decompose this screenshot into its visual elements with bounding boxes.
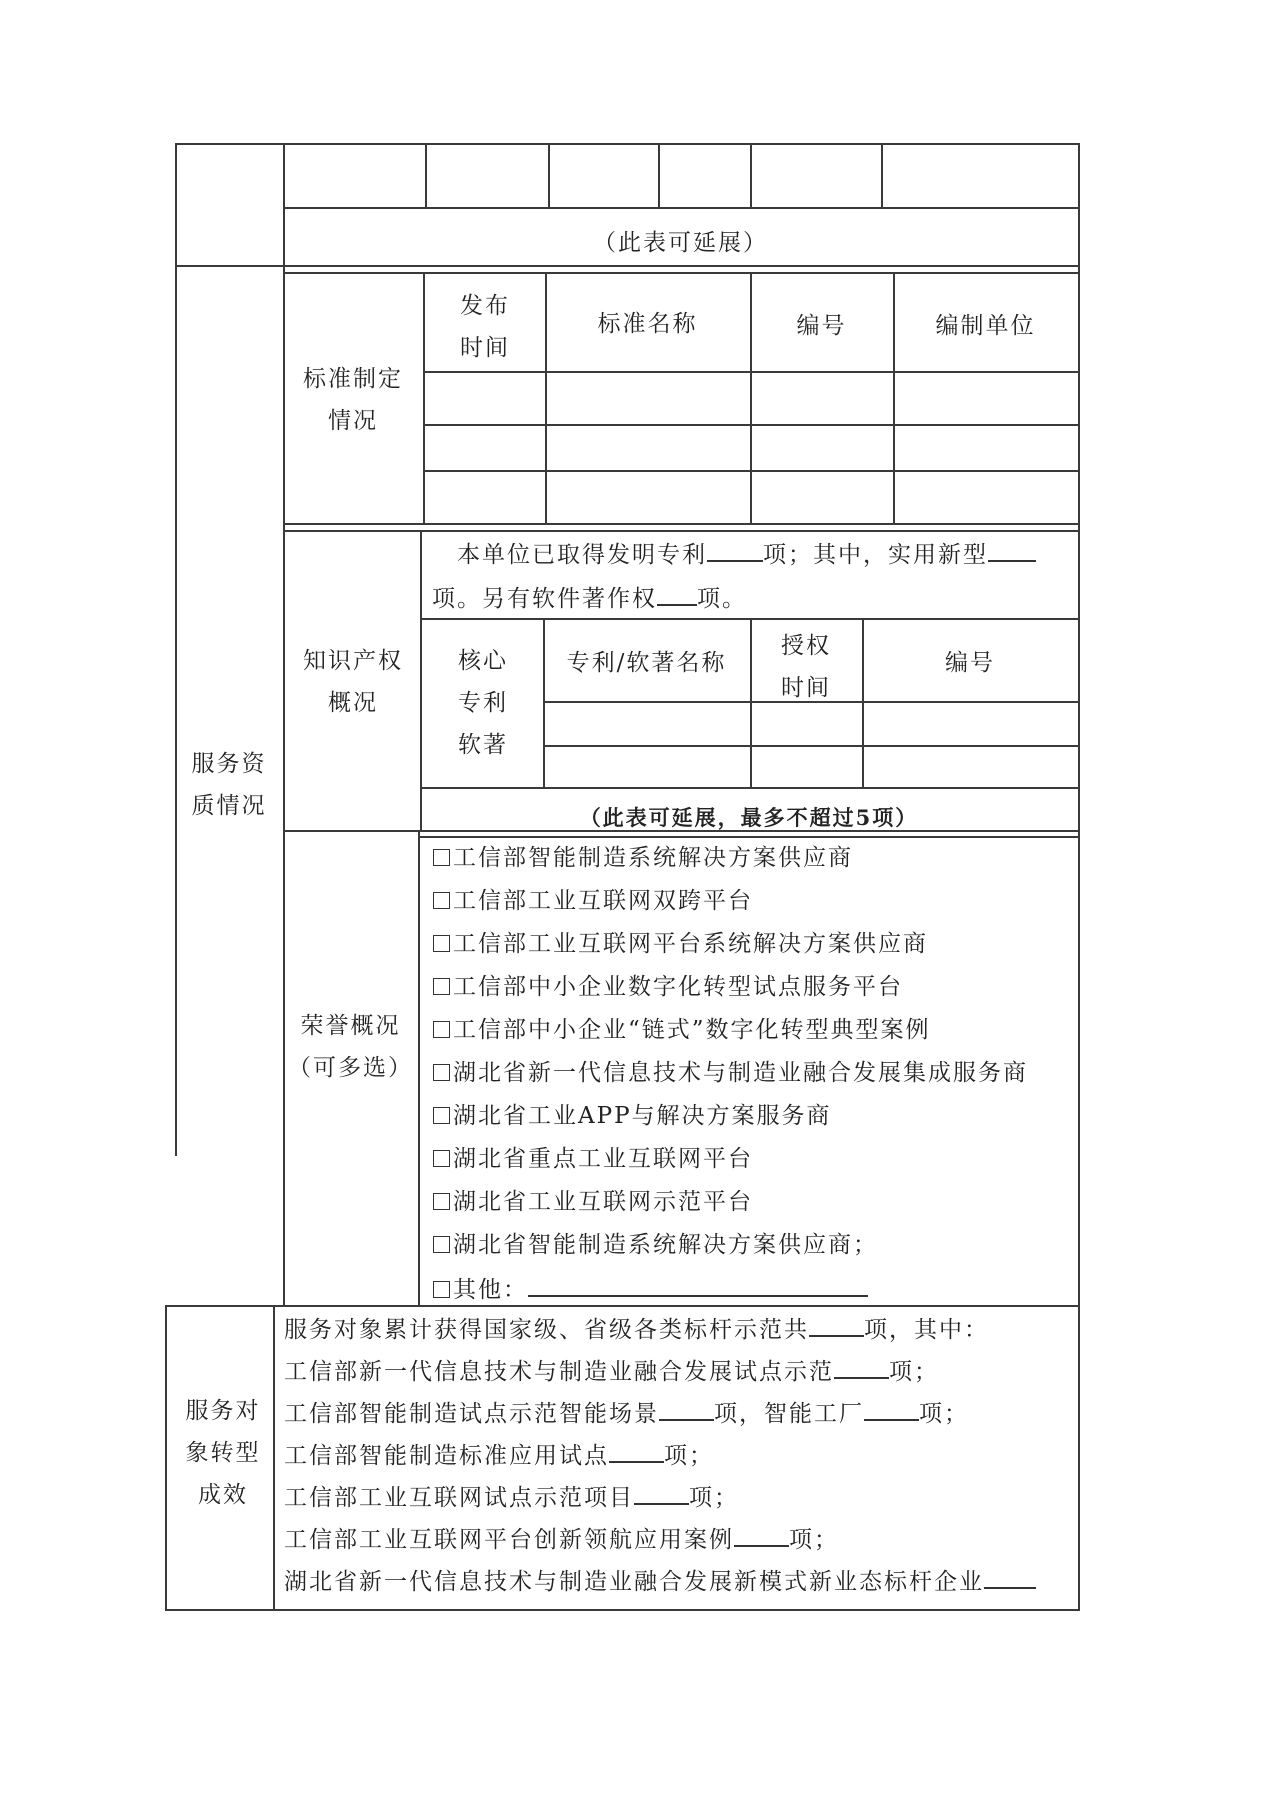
honor-item-label: 工信部中小企业数字化转型试点服务平台 <box>453 974 903 1000</box>
honor-item[interactable] <box>433 1144 753 1174</box>
fill-blank[interactable] <box>707 538 763 562</box>
honor-item-other[interactable] <box>433 1273 868 1305</box>
honor-item-label: 其他： <box>453 1277 528 1303</box>
fill-blank[interactable] <box>809 1313 864 1337</box>
col-divider <box>862 618 864 788</box>
col-divider <box>750 272 752 525</box>
honor-item[interactable] <box>433 972 903 1002</box>
row-divider <box>283 530 1080 532</box>
fill-blank[interactable] <box>864 1397 919 1421</box>
col-divider <box>423 272 425 525</box>
ip-header-name: 专利/软著名称 <box>566 650 727 676</box>
checkbox[interactable] <box>433 978 450 995</box>
table-bottom-border <box>165 1609 1080 1611</box>
honor-item[interactable] <box>433 1187 753 1217</box>
checkbox[interactable] <box>433 849 450 866</box>
honors-label <box>285 1005 416 1089</box>
row-divider <box>420 836 1080 838</box>
honor-item[interactable] <box>433 1058 1028 1088</box>
fill-blank[interactable] <box>659 1397 714 1421</box>
line-text: 项； <box>664 1443 714 1469</box>
line-text: 服务对象累计获得国家级、省级各类标杆示范共 <box>284 1317 809 1343</box>
honor-item-label: 工信部智能制造系统解决方案供应商 <box>453 845 853 871</box>
line-text: 工信部工业互联网试点示范项目 <box>284 1485 634 1511</box>
line-text: 工信部新一代信息技术与制造业融合发展试点示范 <box>284 1359 834 1385</box>
honor-item[interactable] <box>433 886 753 916</box>
checkbox[interactable] <box>433 1064 450 1081</box>
checkbox[interactable] <box>433 1236 450 1253</box>
col-divider <box>750 618 752 788</box>
line-text: 项，其中： <box>864 1317 989 1343</box>
section-divider <box>175 265 1080 267</box>
row-divider <box>423 424 1080 426</box>
line-text: 项； <box>789 1527 839 1553</box>
cell-divider <box>548 143 550 207</box>
fill-blank[interactable] <box>609 1439 664 1463</box>
ip-header-time: 授权时间 <box>781 633 831 701</box>
col-divider <box>273 1305 275 1610</box>
line-text: 湖北省新一代信息技术与制造业融合发展新模式新业态标杆企业 <box>284 1569 984 1595</box>
service-qualification-label-text: 服务资质情况 <box>191 751 267 819</box>
row-divider <box>283 523 1080 525</box>
ip-intro-part: 本单位已取得发明专利 <box>457 542 707 568</box>
checkbox[interactable] <box>433 935 450 952</box>
checkbox[interactable] <box>433 1021 450 1038</box>
checkbox[interactable] <box>433 892 450 909</box>
checkbox[interactable] <box>433 1150 450 1167</box>
ip-intro-line-2 <box>432 582 747 614</box>
transformation-line <box>284 1523 839 1555</box>
honor-item[interactable] <box>433 929 928 959</box>
transformation-line <box>284 1355 939 1387</box>
transformation-label-text: 服务对象转型成效 <box>185 1398 261 1508</box>
table-left-border <box>175 143 177 1156</box>
checkbox[interactable] <box>433 1193 450 1210</box>
honor-item[interactable] <box>433 1230 878 1260</box>
fill-blank[interactable] <box>834 1355 889 1379</box>
honor-item[interactable] <box>433 843 853 873</box>
col-divider <box>283 143 285 1306</box>
line-text: 工信部智能制造试点示范智能场景 <box>284 1401 659 1427</box>
honor-item-label: 湖北省工业互联网示范平台 <box>453 1189 753 1215</box>
standards-label: 标准制定情况 <box>303 366 403 434</box>
row-divider <box>283 272 1080 274</box>
honor-item-label: 工信部工业互联网双跨平台 <box>453 888 753 914</box>
col-divider <box>893 272 895 525</box>
ip-label: 知识产权概况 <box>303 648 403 716</box>
fill-blank[interactable] <box>634 1481 689 1505</box>
ip-table-note: （此表可延展，最多不超过5项） <box>579 805 919 830</box>
cell-divider <box>658 143 660 207</box>
transformation-label <box>181 1390 265 1516</box>
cell-divider <box>750 143 752 207</box>
transformation-line <box>284 1565 1036 1597</box>
honor-item[interactable] <box>433 1015 931 1045</box>
standards-header-name: 标准名称 <box>597 311 698 337</box>
honors-label-text: 荣誉概况（可多选） <box>288 1013 413 1081</box>
other-fill-blank[interactable] <box>528 1273 868 1297</box>
section-divider <box>165 1305 1080 1307</box>
line-text: 项； <box>689 1485 739 1511</box>
line-text: 项； <box>919 1401 969 1427</box>
fill-blank[interactable] <box>988 538 1036 562</box>
fill-blank[interactable] <box>984 1565 1036 1589</box>
ip-intro-part: 项；其中，实用新型 <box>763 542 988 568</box>
table-left-border-lower <box>165 1305 167 1610</box>
row-divider <box>283 207 1080 209</box>
checkbox[interactable] <box>433 1107 450 1124</box>
row-divider <box>283 830 1080 832</box>
service-qualification-label <box>183 743 275 827</box>
honor-item-label: 湖北省智能制造系统解决方案供应商； <box>453 1232 878 1258</box>
ip-intro-part: 项。另有软件著作权 <box>432 586 657 612</box>
fill-blank[interactable] <box>657 582 697 606</box>
standards-header-time: 发布时间 <box>460 293 510 361</box>
cell-divider <box>425 143 427 207</box>
table-extend-note: （此表可延展） <box>593 230 768 256</box>
line-text: 项，智能工厂 <box>714 1401 864 1427</box>
standards-header-unit: 编制单位 <box>935 313 1036 339</box>
ip-core-label: 核心专利软著 <box>458 648 508 758</box>
table-right-border <box>1078 143 1080 1611</box>
transformation-line <box>284 1481 739 1513</box>
ip-header-number: 编号 <box>945 650 995 676</box>
row-divider <box>420 787 1080 789</box>
checkbox[interactable] <box>433 1281 450 1298</box>
row-divider <box>423 371 1080 373</box>
honor-item[interactable] <box>433 1101 832 1131</box>
honor-item-label: 工信部工业互联网平台系统解决方案供应商 <box>453 931 928 957</box>
line-text: 工信部智能制造标准应用试点 <box>284 1443 609 1469</box>
row-divider <box>423 470 1080 472</box>
ip-intro-part: 项。 <box>697 586 747 612</box>
transformation-line <box>284 1397 969 1429</box>
honor-item-label: 湖北省重点工业互联网平台 <box>453 1146 753 1172</box>
line-text: 工信部工业互联网平台创新领航应用案例 <box>284 1527 734 1553</box>
table-top-border <box>175 143 1080 145</box>
ip-intro-line-1 <box>457 538 1036 570</box>
honor-item-label: 工信部中小企业“链式”数字化转型典型案例 <box>453 1017 931 1043</box>
col-divider <box>418 830 420 1306</box>
standards-header-number: 编号 <box>796 313 847 339</box>
fill-blank[interactable] <box>734 1523 789 1547</box>
row-divider <box>543 745 1080 747</box>
transformation-line <box>284 1313 989 1345</box>
honor-item-label: 湖北省工业APP与解决方案服务商 <box>453 1103 832 1129</box>
honor-item-label: 湖北省新一代信息技术与制造业融合发展集成服务商 <box>453 1060 1028 1086</box>
cell-divider <box>881 143 883 207</box>
transformation-line <box>284 1439 714 1471</box>
col-divider <box>543 618 545 788</box>
line-text: 项； <box>889 1359 939 1385</box>
